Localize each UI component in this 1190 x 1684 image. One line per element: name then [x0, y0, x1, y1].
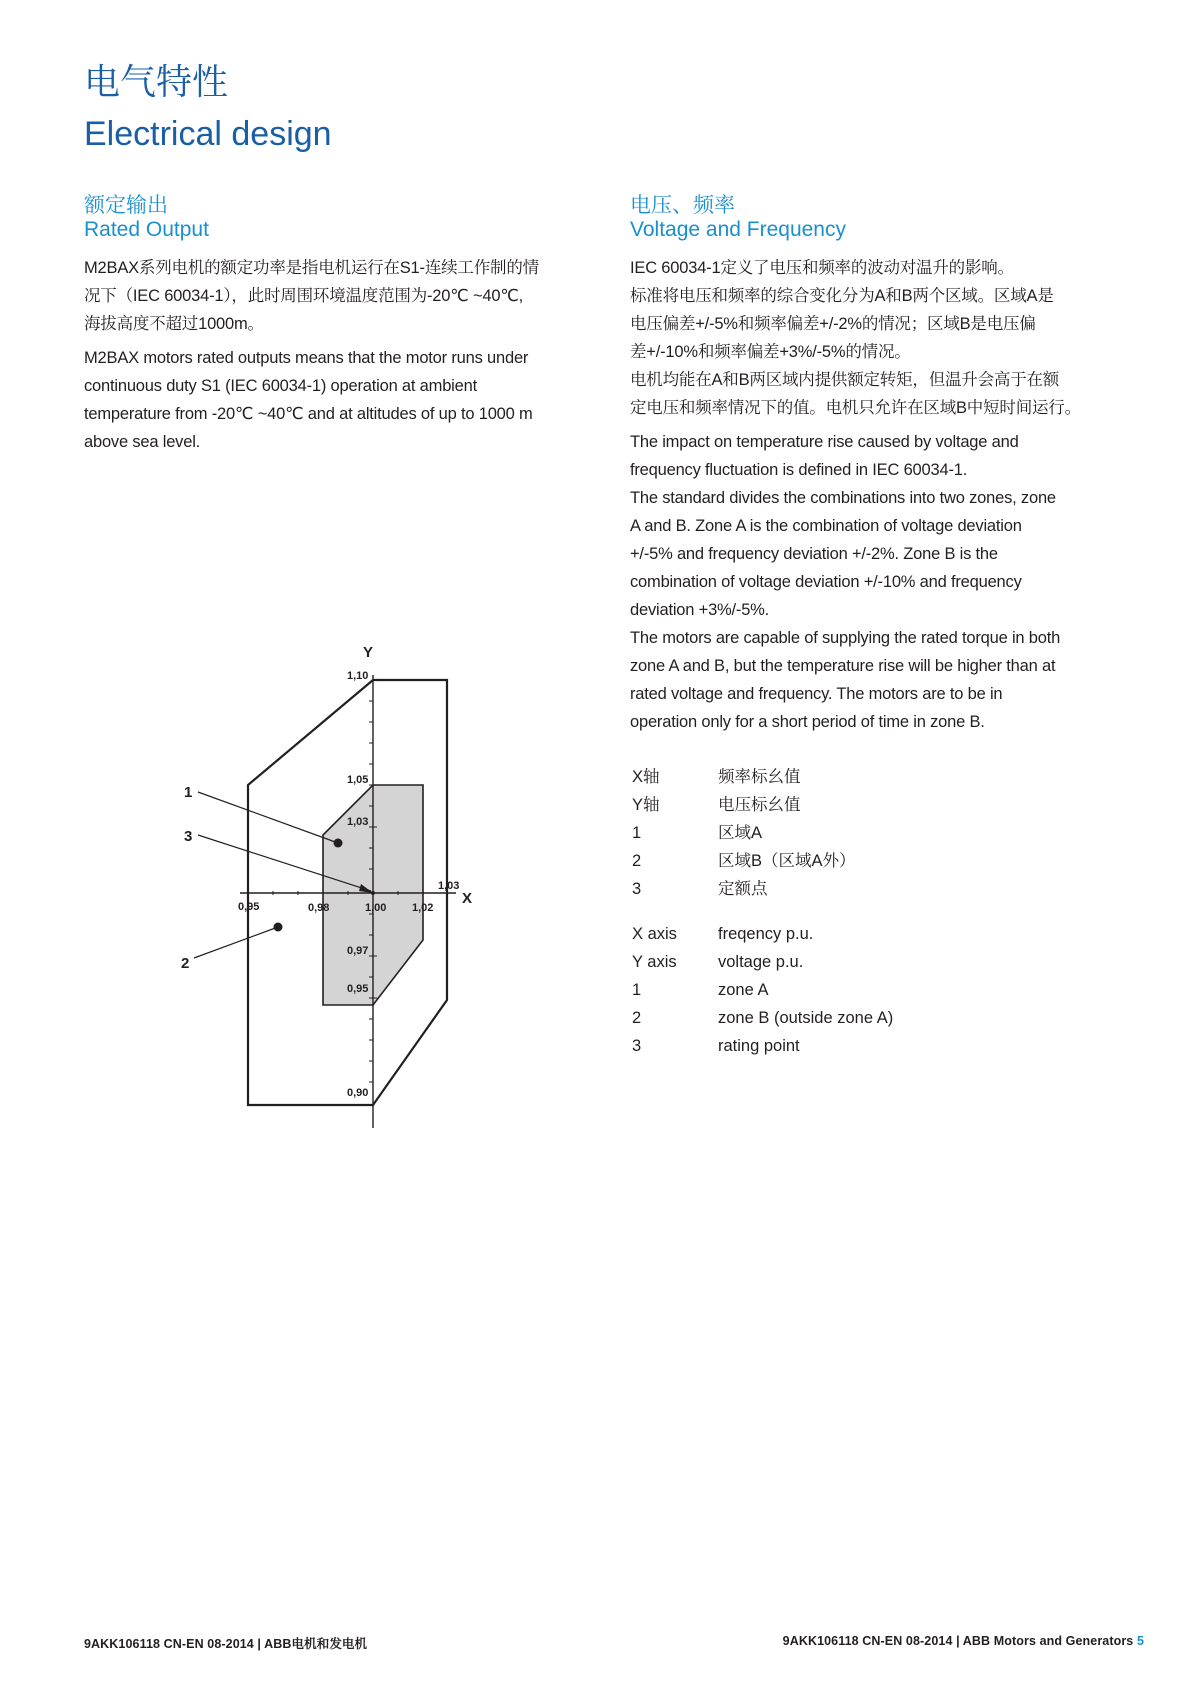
vf-cn-line: IEC 60034-1定义了电压和频率的波动对温升的影响。: [630, 259, 1014, 277]
rated-output-text: [84, 254, 604, 456]
callout-2-label: 2: [181, 955, 190, 972]
voltage-frequency-heading-en: Voltage and Frequency: [630, 218, 846, 242]
vf-en-line: A and B. Zone A is the combination of voltage deviation: [630, 517, 1022, 535]
legend-key: 2: [632, 1009, 642, 1027]
x-tick-label: 0,98: [308, 902, 330, 914]
legend-value: zone B (outside zone A): [718, 1009, 894, 1027]
y-tick-label: 1,10: [347, 670, 369, 682]
vf-cn-line: 差+/-10%和频率偏差+3%/-5%的情况。: [630, 343, 911, 361]
vf-en-line: The standard divides the combinations into two zones, zone: [630, 489, 1056, 507]
legend-value: rating point: [718, 1037, 800, 1055]
vf-en-line: rated voltage and frequency. The motors are to be in: [630, 685, 1003, 703]
legend-row: [632, 1004, 893, 1032]
legend-en: [632, 920, 893, 1060]
x-tick-label: 0,95: [238, 901, 260, 913]
legend-key: Y轴: [632, 796, 660, 814]
rated-output-heading-cn: 额定输出: [84, 194, 168, 217]
y-tick-label: 0,90: [347, 1087, 369, 1099]
vf-cn-line: 电压偏差+/-5%和频率偏差+/-2%的情况；区域B是电压偏: [630, 315, 1036, 333]
x-tick-label: 1,02: [412, 902, 434, 914]
callout-1-leader: [198, 792, 338, 843]
legend-row: [632, 948, 893, 976]
legend-key: 3: [632, 1037, 642, 1055]
voltage-frequency-heading-cn: 电压、频率: [630, 194, 735, 217]
footer-left: 9AKK106118 CN-EN 08-2014 | ABB电机和发电机: [84, 1637, 368, 1651]
voltage-frequency-diagram: [180, 635, 500, 1140]
legend-key: X轴: [632, 768, 660, 786]
legend-value: 电压标幺值: [718, 796, 801, 814]
legend-value: freqency p.u.: [718, 925, 814, 943]
legend-row: [632, 847, 856, 875]
y-axis-name: Y: [363, 644, 374, 661]
legend-key: 2: [632, 852, 642, 870]
vf-en-line: The motors are capable of supplying the rated torque in both: [630, 629, 1061, 647]
vf-en-line: zone A and B, but the temperature rise will be higher than at: [630, 657, 1056, 675]
voltage-frequency-heading: [630, 194, 846, 242]
y-tick-label: 1,03: [347, 816, 369, 828]
x-axis-name: X: [462, 890, 473, 907]
legend-key: Y axis: [632, 953, 677, 971]
page-title-en: Electrical design: [84, 115, 332, 153]
rated-output-cn-line: 海拔高度不超过1000m。: [84, 315, 264, 333]
legend-row: [632, 1032, 893, 1060]
vf-cn-line: 标准将电压和频率的综合变化分为A和B两个区域。区域A是: [630, 287, 1054, 305]
legend-row: [632, 763, 856, 791]
vf-en-line: operation only for a short period of time in zone B.: [630, 713, 985, 731]
legend-cn: [632, 763, 856, 903]
legend-value: 定额点: [718, 880, 768, 898]
legend-row: [632, 819, 856, 847]
rated-output-en-line: above sea level.: [84, 433, 201, 451]
page-title-cn: 电气特性: [84, 61, 229, 102]
legend-value: 频率标幺值: [718, 768, 801, 786]
y-tick-label: 0,97: [347, 945, 369, 957]
legend-key: 1: [632, 824, 642, 842]
legend-value: 区域B（区域A外）: [718, 852, 856, 870]
legend-row: [632, 875, 856, 903]
footer-right: [783, 1634, 1144, 1648]
rated-output-en-line: M2BAX motors rated outputs means that the motor runs under: [84, 349, 529, 367]
rated-output-en-line: temperature from -20℃ ~40℃ and at altitudes of up to 1000 m: [84, 405, 533, 423]
page-number: 5: [1136, 1634, 1144, 1648]
rated-output-cn-line: M2BAX系列电机的额定功率是指电机运行在S1-连续工作制的情: [84, 259, 539, 277]
legend-row: [632, 791, 856, 819]
vf-cn-line: 电机均能在A和B两区域内提供额定转矩，但温升会高于在额: [630, 371, 1060, 389]
callout-2-leader: [194, 927, 278, 958]
x-tick-label: 1,00: [365, 902, 387, 914]
y-tick-label: 1,05: [347, 774, 369, 786]
legend-key: 1: [632, 981, 642, 999]
legend-key: X axis: [632, 925, 677, 943]
voltage-frequency-text: [630, 254, 1150, 736]
legend-value: zone A: [718, 981, 769, 999]
legend-value: voltage p.u.: [718, 953, 804, 971]
vf-en-line: frequency fluctuation is defined in IEC 60034-1.: [630, 461, 968, 479]
callout-1-label: 1: [184, 784, 193, 801]
x-tick-label: 1,03: [438, 880, 460, 892]
y-tick-label: 0,95: [347, 983, 369, 995]
callout-3-label: 3: [184, 828, 193, 845]
vf-en-line: deviation +3%/-5%.: [630, 601, 770, 619]
rated-output-en-line: continuous duty S1 (IEC 60034-1) operation at ambient: [84, 377, 477, 395]
legend-key: 3: [632, 880, 642, 898]
vf-en-line: +/-5% and frequency deviation +/-2%. Zone B is the: [630, 545, 998, 563]
footer-right-text: 9AKK106118 CN-EN 08-2014 | ABB Motors and Generators: [782, 1634, 1137, 1648]
rated-output-heading: [84, 194, 209, 242]
vf-cn-line: 定电压和频率情况下的值。电机只允许在区域B中短时间运行。: [630, 399, 1081, 417]
rated-output-cn-line: 况下（IEC 60034-1），此时周围环境温度范围为-20℃ ~40℃,: [84, 287, 524, 305]
legend-value: 区域A: [718, 824, 763, 842]
legend-row: [632, 920, 893, 948]
vf-en-line: The impact on temperature rise caused by voltage and: [630, 433, 1019, 451]
legend-row: [632, 976, 893, 1004]
vf-en-line: combination of voltage deviation +/-10% and frequency: [630, 573, 1022, 591]
rated-output-heading-en: Rated Output: [84, 218, 209, 242]
